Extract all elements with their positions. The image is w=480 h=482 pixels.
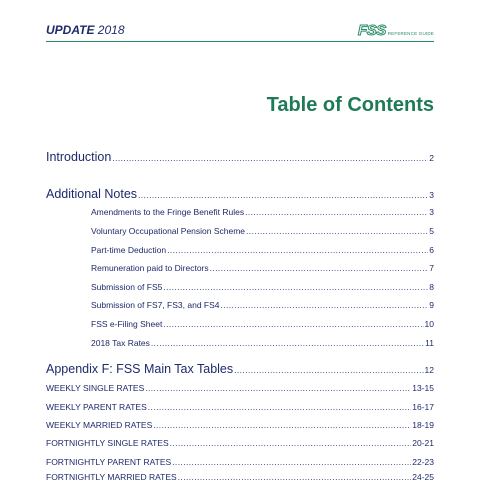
toc-label: WEEKLY PARENT RATES [46, 402, 147, 412]
toc-leader [163, 282, 428, 292]
toc-entry-tax-rates[interactable] [91, 338, 434, 348]
toc-leader [210, 263, 429, 273]
toc-leader [153, 420, 411, 430]
toc-label: FSS e-Filing Sheet [91, 319, 163, 329]
toc-page: 3 [429, 207, 434, 217]
toc-leader [246, 226, 428, 236]
toc-entry-fortnightly-parent[interactable] [46, 457, 434, 467]
toc-label: Part-time Deduction [91, 245, 167, 255]
toc-page: 22-23 [412, 457, 434, 467]
toc-leader [234, 365, 423, 375]
toc-label: 2018 Tax Rates [91, 338, 150, 348]
toc-entry-fringe-benefit[interactable] [91, 207, 434, 217]
toc-leader [148, 402, 411, 412]
toc-page: 20-21 [412, 438, 434, 448]
toc-page: 18-19 [412, 420, 434, 430]
toc-leader [151, 338, 424, 348]
update-label: UPDATE [46, 23, 95, 37]
toc-entry-directors[interactable] [91, 263, 434, 273]
toc-leader [145, 383, 411, 393]
toc-entry-appendix-f[interactable] [46, 362, 434, 376]
page-header [46, 20, 434, 42]
toc-entry-weekly-married[interactable] [46, 420, 434, 430]
toc-label: Voluntary Occupational Pension Scheme [91, 226, 246, 236]
toc-label: FORTNIGHTLY SINGLE RATES [46, 438, 169, 448]
toc-leader [163, 319, 423, 329]
toc-entry-weekly-parent[interactable] [46, 402, 434, 412]
toc-label: Introduction [46, 150, 112, 164]
toc-leader [245, 207, 428, 217]
toc-page: 24-25 [412, 472, 434, 482]
toc-leader [170, 438, 412, 448]
toc-label: FORTNIGHTLY PARENT RATES [46, 457, 172, 467]
toc-page: 2 [429, 153, 434, 163]
toc-page: 16-17 [412, 402, 434, 412]
toc-entry-fs7[interactable] [91, 300, 434, 310]
toc-leader [172, 457, 411, 467]
toc-label: Amendments to the Fringe Benefit Rules [91, 207, 245, 217]
toc-page: 3 [429, 190, 434, 200]
toc-label: WEEKLY SINGLE RATES [46, 383, 145, 393]
toc-leader [112, 153, 428, 163]
toc-label: WEEKLY MARRIED RATES [46, 420, 153, 430]
toc-entry-fortnightly-single[interactable] [46, 438, 434, 448]
update-year: 2018 [97, 23, 125, 37]
header-divider [46, 41, 434, 42]
toc-entry-pension-scheme[interactable] [91, 226, 434, 236]
toc-entry-weekly-single[interactable] [46, 383, 434, 393]
toc-entry-fortnightly-married[interactable] [46, 472, 434, 482]
toc-leader [178, 472, 412, 482]
toc-page: 10 [424, 319, 434, 329]
toc-leader [167, 245, 428, 255]
toc-page: 12 [424, 365, 434, 375]
toc-entry-additional-notes[interactable] [46, 187, 434, 201]
toc-entry-part-time[interactable] [91, 245, 434, 255]
header-update-label [46, 23, 125, 37]
toc-label: Additional Notes [46, 187, 138, 201]
toc-label: Remuneration paid to Directors [91, 263, 209, 273]
toc-label: FORTNIGHTLY MARRIED RATES [46, 472, 177, 482]
toc-page: 11 [425, 338, 434, 348]
brand-logo [358, 20, 434, 38]
toc-page: 5 [429, 226, 434, 236]
brand-subtitle: REFERENCE GUIDE [387, 31, 434, 36]
toc-page: 9 [429, 300, 434, 310]
toc-leader [138, 190, 428, 200]
toc-page: 6 [429, 245, 434, 255]
toc-entry-fs5[interactable] [91, 282, 434, 292]
toc-entry-efiling[interactable] [91, 319, 434, 329]
toc-label: Submission of FS7, FS3, and FS4 [91, 300, 220, 310]
toc-page: 7 [429, 263, 434, 273]
toc-label: Submission of FS5 [91, 282, 163, 292]
toc-entry-introduction[interactable] [46, 150, 434, 164]
brand-logo-text: FSS [358, 22, 386, 39]
toc-page: 13-15 [412, 383, 434, 393]
toc-label: Appendix F: FSS Main Tax Tables [46, 362, 234, 376]
toc-page: 8 [429, 282, 434, 292]
toc-leader [221, 300, 429, 310]
page-title: Table of Contents [266, 94, 434, 116]
